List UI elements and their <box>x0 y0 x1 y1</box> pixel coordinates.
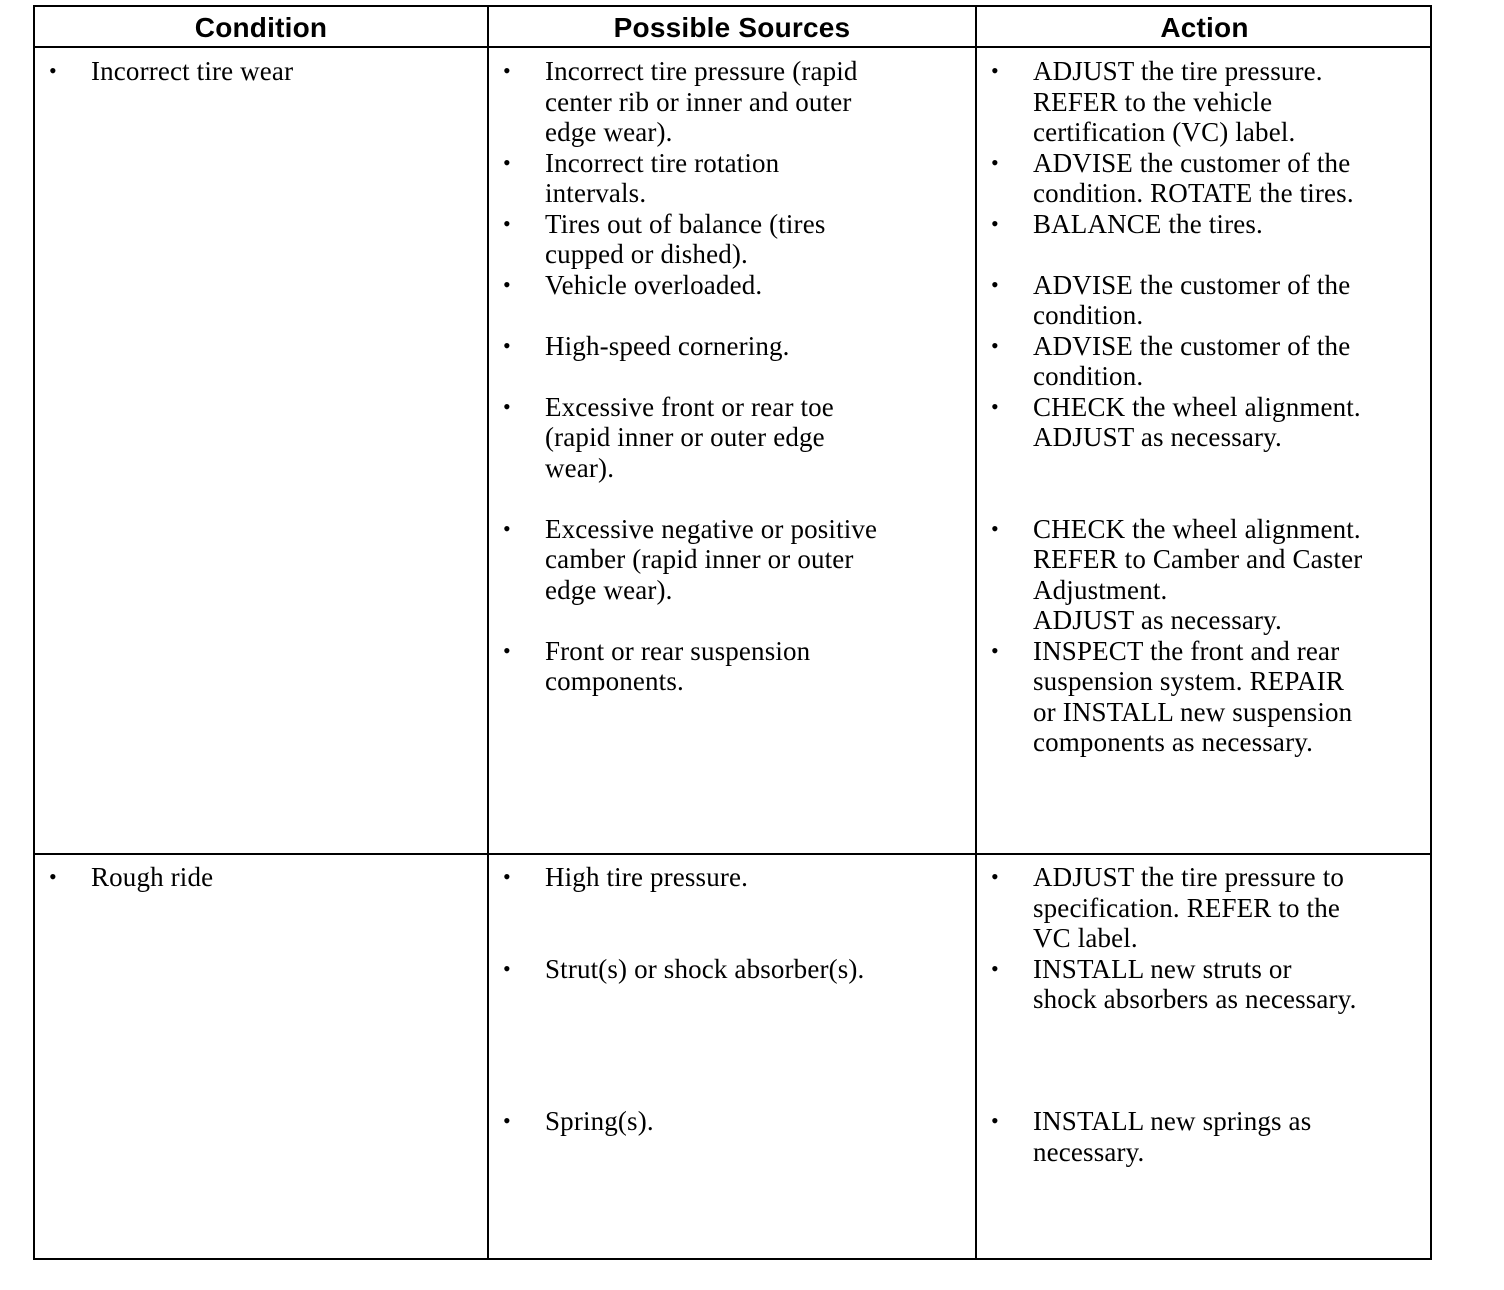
bullet-icon: • <box>991 637 999 663</box>
row-2-condition-cell <box>35 862 487 893</box>
row-2-sources-cell <box>489 862 975 1137</box>
source-item: • Excessive negative or positive camber (rapid inner or outer edge wear). <box>503 513 878 605</box>
action-item: • ADVISE the customer of the condition. <box>991 330 1351 391</box>
action-item: • ADJUST the tire pressure to specification. REFER to the VC label. <box>991 862 1345 953</box>
bullet-icon: • <box>503 515 511 541</box>
action-item: • ADJUST the tire pressure. REFER to the vehicle certification (VC) label. <box>991 56 1323 147</box>
source-item: • Vehicle overloaded. <box>503 269 763 300</box>
bullet-icon: • <box>991 271 999 297</box>
action-item: • INSTALL new springs as necessary. <box>991 1106 1312 1167</box>
action-item: • BALANCE the tires. <box>991 208 1263 239</box>
bullet-icon: • <box>49 58 57 83</box>
bullet-icon: • <box>49 864 57 889</box>
action-item: • ADVISE the customer of the condition. ROTATE the tires. <box>991 147 1354 208</box>
source-item: • Tires out of balance (tires cupped or dished). <box>503 208 826 269</box>
bullet-icon: • <box>991 955 999 981</box>
action-item: • ADVISE the customer of the condition. <box>991 269 1351 330</box>
header-condition: Condition <box>194 12 328 43</box>
header-action: Action <box>1160 12 1249 43</box>
bullet-icon: • <box>991 393 999 419</box>
bullet-icon: • <box>503 271 511 297</box>
action-item: • INSPECT the front and rear suspension system. REPAIR or INSTALL new suspension components as necessary. <box>991 635 1353 757</box>
source-item: • High tire pressure. <box>503 862 749 892</box>
bullet-icon: • <box>991 149 999 175</box>
bullet-icon: • <box>991 864 999 889</box>
row-1-actions-cell <box>977 56 1432 758</box>
bullet-icon: • <box>503 210 511 236</box>
row-1-condition-cell <box>35 56 487 87</box>
source-item: • Strut(s) or shock absorber(s). <box>503 953 865 984</box>
action-item: • INSTALL new struts or shock absorbers as necessary. <box>991 953 1357 1014</box>
diagnosis-table <box>33 5 1432 1260</box>
source-item: • Front or rear suspension components. <box>503 635 811 696</box>
bullet-icon: • <box>503 955 511 981</box>
bullet-icon: • <box>503 864 511 889</box>
source-item: • Incorrect tire pressure (rapid center rib or inner and outer edge wear). <box>503 56 858 147</box>
action-item: • CHECK the wheel alignment. REFER to Camber and Caster Adjustment. ADJUST as necessary. <box>991 513 1363 635</box>
bullet-icon: • <box>991 210 999 236</box>
header-possible-sources: Possible Sources <box>613 12 851 43</box>
table-header <box>35 7 1430 48</box>
bullet-icon: • <box>503 332 511 358</box>
bullet-icon: • <box>503 58 511 83</box>
action-item: • CHECK the wheel alignment. ADJUST as necessary. <box>991 391 1361 452</box>
bullet-icon: • <box>991 58 999 83</box>
condition-item: • Incorrect tire wear <box>49 56 294 86</box>
source-item: • Excessive front or rear toe (rapid inner or outer edge wear). <box>503 391 834 483</box>
row-2-actions-cell <box>977 862 1432 1167</box>
bullet-icon: • <box>503 393 511 419</box>
row-divider <box>35 853 1430 855</box>
bullet-icon: • <box>991 1108 999 1133</box>
bullet-icon: • <box>503 637 511 663</box>
source-item: • Incorrect tire rotation intervals. <box>503 147 780 208</box>
source-item: • Spring(s). <box>503 1106 654 1136</box>
bullet-icon: • <box>991 332 999 358</box>
row-1-sources-cell <box>489 56 975 697</box>
bullet-icon: • <box>503 149 511 175</box>
bullet-icon: • <box>991 515 999 541</box>
bullet-icon: • <box>503 1108 511 1133</box>
condition-item: • Rough ride <box>49 862 214 892</box>
source-item: • High-speed cornering. <box>503 330 790 361</box>
